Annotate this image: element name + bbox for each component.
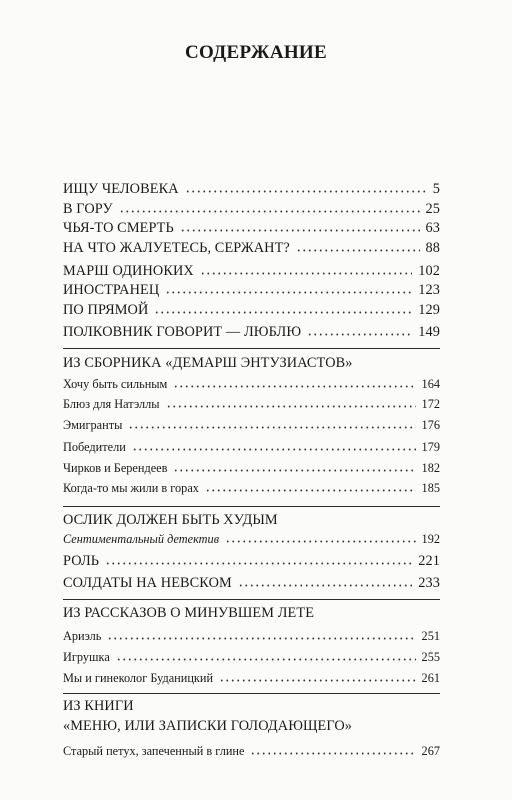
entry-title: МАРШ ОДИНОКИХ [63,263,194,279]
entry-page: 102 [418,263,440,279]
toc-entry [63,240,440,257]
entry-page: 129 [418,302,440,318]
toc-entry [63,302,440,319]
entry-title: НА ЧТО ЖАЛУЕТЕСЬ, СЕРЖАНТ? [63,240,290,256]
dot-leader [119,210,420,213]
toc-entry [63,440,440,455]
entry-page: 5 [432,181,440,197]
toc-entry [63,481,440,496]
page-title: СОДЕРЖАНИЕ [185,42,327,63]
entry-page: 267 [421,744,440,758]
entry-title: Эмигранты [63,418,123,432]
dot-leader [166,405,416,408]
entry-title: В ГОРУ [63,201,113,217]
section-heading: «МЕНЮ, ИЛИ ЗАПИСКИ ГОЛОДАЮЩЕГО» [63,718,353,734]
entry-title: СОЛДАТЫ НА НЕВСКОМ [63,575,232,591]
section-divider [63,599,440,600]
dot-leader [185,190,427,193]
entry-page: 255 [421,650,440,664]
toc-entry [63,201,440,218]
toc-entry [63,181,440,198]
toc-entry [63,220,440,237]
entry-title: Старый петух, запеченный в глине [63,744,245,758]
toc-entry [63,629,440,644]
toc-entry [63,575,440,592]
entry-title: Мы и гинеколог Буданицкий [63,671,214,685]
dot-leader [238,584,412,587]
toc-entry [63,282,440,299]
dot-leader [296,249,420,252]
toc-entry [63,532,440,547]
entry-title: Чирков и Берендеев [63,461,168,475]
entry-page: 63 [425,220,440,236]
dot-leader [107,637,415,640]
toc-entry [63,744,440,759]
toc-entry [63,671,440,686]
section-heading: ИЗ РАССКАЗОВ О МИНУВШЕМ ЛЕТЕ [63,605,315,621]
dot-leader [225,540,416,543]
entry-page: 233 [418,575,440,591]
dot-leader [173,469,415,472]
entry-title: ИНОСТРАНЕЦ [63,282,160,298]
entry-page: 149 [418,324,440,340]
entry-page: 192 [421,532,440,546]
dot-leader [180,229,420,232]
dot-leader [116,658,416,661]
dot-leader [154,311,412,314]
toc-entry [63,377,440,392]
entry-title: Хочу быть сильным [63,377,168,391]
dot-leader [250,752,415,755]
dot-leader [307,333,412,336]
entry-page: 179 [421,440,440,454]
toc-entry [63,418,440,433]
dot-leader [105,562,412,565]
toc-entry [63,512,440,529]
entry-page: 176 [421,418,440,432]
entry-page: 164 [421,377,440,391]
entry-title: ИЩУ ЧЕЛОВЕКА [63,181,179,197]
entry-title: Победители [63,440,126,454]
entry-title: Когда-то мы жили в горах [63,481,199,495]
entry-title: ОСЛИК ДОЛЖЕН БЫТЬ ХУДЫМ [63,512,278,528]
section-heading: ИЗ СБОРНИКА «ДЕМАРШ ЭНТУЗИАСТОВ» [63,355,353,371]
entry-title: ПОЛКОВНИК ГОВОРИТ — ЛЮБЛЮ [63,324,302,340]
entry-title: ПО ПРЯМОЙ [63,302,149,318]
toc-entry [63,553,440,570]
entry-page: 172 [421,397,440,411]
entry-title: РОЛЬ [63,553,100,569]
entry-page: 251 [421,629,440,643]
section-heading: ИЗ КНИГИ [63,698,134,714]
entry-title: ЧЬЯ-ТО СМЕРТЬ [63,220,174,236]
entry-title: Блюз для Натэллы [63,397,160,411]
entry-title: Сентиментальный детектив [63,532,220,546]
dot-leader [219,679,415,682]
entry-page: 123 [418,282,440,298]
entry-page: 88 [425,240,440,256]
toc-entry [63,324,440,341]
dot-leader [128,426,415,429]
dot-leader [132,448,416,451]
dot-leader [205,489,416,492]
section-divider [63,348,440,349]
section-divider [63,693,440,694]
entry-page: 261 [421,671,440,685]
toc-entry [63,650,440,665]
dot-leader [200,272,412,275]
toc-entry [63,461,440,476]
section-divider [63,506,440,507]
entry-title: Игрушка [63,650,110,664]
entry-page: 221 [418,553,440,569]
entry-page: 182 [421,461,440,475]
toc-entry [63,397,440,412]
entry-page: 185 [421,481,440,495]
toc-entry [63,263,440,280]
entry-page: 25 [425,201,440,217]
dot-leader [165,291,412,294]
entry-title: Ариэль [63,629,102,643]
dot-leader [173,385,415,388]
